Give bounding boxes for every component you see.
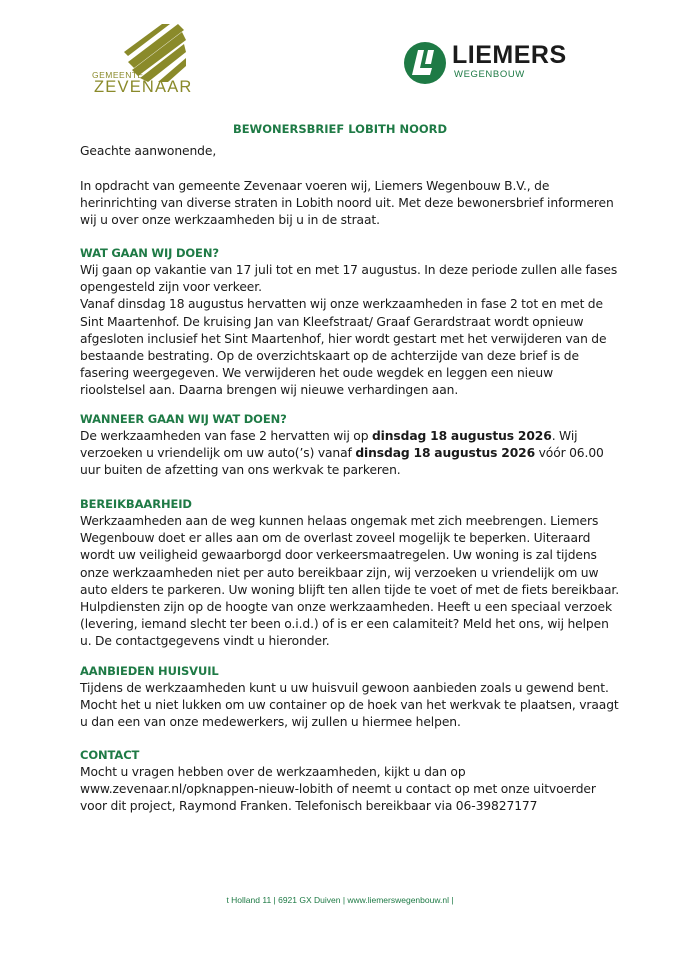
liemers-circle-icon: [404, 42, 446, 84]
section-heading-wanneer: WANNEER GAAN WIJ WAT DOEN?: [80, 412, 287, 426]
wanneer-date-1: dinsdag 18 augustus 2026: [371, 429, 552, 443]
wanneer-date-2: dinsdag 18 augustus 2026: [355, 446, 536, 461]
section-wat-paragraph-1: Wij gaan op vakantie van 17 juli tot en met 17 augustus. In deze periode zullen alle fases opengesteld zijn voor verkeer.: [80, 263, 618, 295]
zevenaar-logo: [82, 20, 194, 102]
zevenaar-logo-big: ZEVENAAR: [94, 78, 193, 96]
section-heading-wat: WAT GAAN WIJ DOEN?: [80, 246, 219, 260]
section-heading-huisvuil: AANBIEDEN HUISVUIL: [80, 664, 219, 678]
section-body-bereikbaarheid: Werkzaamheden aan de weg kunnen helaas ongemak met zich meebrengen. Liemers Wegenbouw doet er alles aan om de overlast zoveel mogelijk te beperken. Uiteraard wordt uw veiligheid gewaarborgd door verkeersmaatregelen. Uw woning is zal tijdens onze werkzaamheden niet per auto bereikbaar zijn, wij verzoeken u vriendelijk om uw auto elders te parkeren. Uw woning blijft ten allen tijde te voet of met de fiets bereikbaar. Hulpdiensten zijn op de hoogte van onze werkzaamheden. Heeft u een speciaal verzoek (levering, iemand slecht ter been o.i.d.) of is er een calamiteit? Meld het ons, wij helpen u. De contactgegevens vindt u hieronder.: [80, 514, 620, 649]
section-body-wat: [80, 262, 620, 400]
liemers-logo-sub: WEGENBOUW: [454, 69, 525, 80]
zevenaar-logo-small: GEMEENTE: [92, 70, 144, 80]
section-body-contact: Mocht u vragen hebben over de werkzaamheden, kijkt u dan op www.zevenaar.nl/opknappen-nieuw-lobith of neemt u contact op met onze uitvoerder voor dit project, Raymond Franken. Telefonisch bereikbaar via 06-39827177: [80, 765, 596, 814]
section-heading-contact: CONTACT: [80, 748, 140, 762]
liemers-logo: [404, 42, 584, 86]
salutation: Geachte aanwonende,: [80, 144, 217, 158]
section-body-wanneer: [80, 428, 620, 480]
footer-address: t Holland 11 | 6921 GX Duiven | www.liemerswegenbouw.nl |: [226, 895, 454, 905]
wanneer-text-1: De werkzaamheden van fase 2 hervatten wij op: [80, 429, 372, 443]
letter-title: BEWONERSBRIEF LOBITH NOORD: [232, 122, 448, 136]
section-wat-paragraph-2: Vanaf dinsdag 18 augustus hervatten wij onze werkzaamheden in fase 2 tot en met de Sint Maartenhof. De kruising Jan van Kleefstraat/ Graaf Gerardstraat wordt opnieuw afgesloten inclusief het Sint Maartenhof, hier wordt gestart met het verwijderen van de bestaande bestrating. Op de overzichtskaart op de achterzijde van deze brief is de fasering weergegeven. We verwijderen het oude wegdek en leggen een nieuw rioolstelsel aan. Daarna brengen wij nieuwe verhardingen aan.: [80, 297, 607, 398]
liemers-logo-name: LIEMERS: [452, 41, 567, 69]
section-body-huisvuil: Tijdens de werkzaamheden kunt u uw huisvuil gewoon aanbieden zoals u gewend bent. Mocht het u niet lukken om uw container op de hoek van het werkvak te plaatsen, vraagt u dan een van onze medewerkers, wij zullen u hiermee helpen.: [80, 681, 619, 730]
intro-paragraph: In opdracht van gemeente Zevenaar voeren wij, Liemers Wegenbouw B.V., de herinrichting van diverse straten in Lobith noord uit. Met deze bewonersbrief informeren wij u over onze werkzaamheden bij u in de straat.: [80, 179, 614, 228]
wanneer-text-2: . Wij verzoeken u vriendelijk om uw auto(’s) vanaf: [80, 429, 578, 461]
wanneer-text-3: vóór 06.00 uur buiten de afzetting van ons werkvak te parkeren.: [80, 446, 604, 478]
section-heading-bereikbaarheid: BEREIKBAARHEID: [80, 497, 192, 511]
